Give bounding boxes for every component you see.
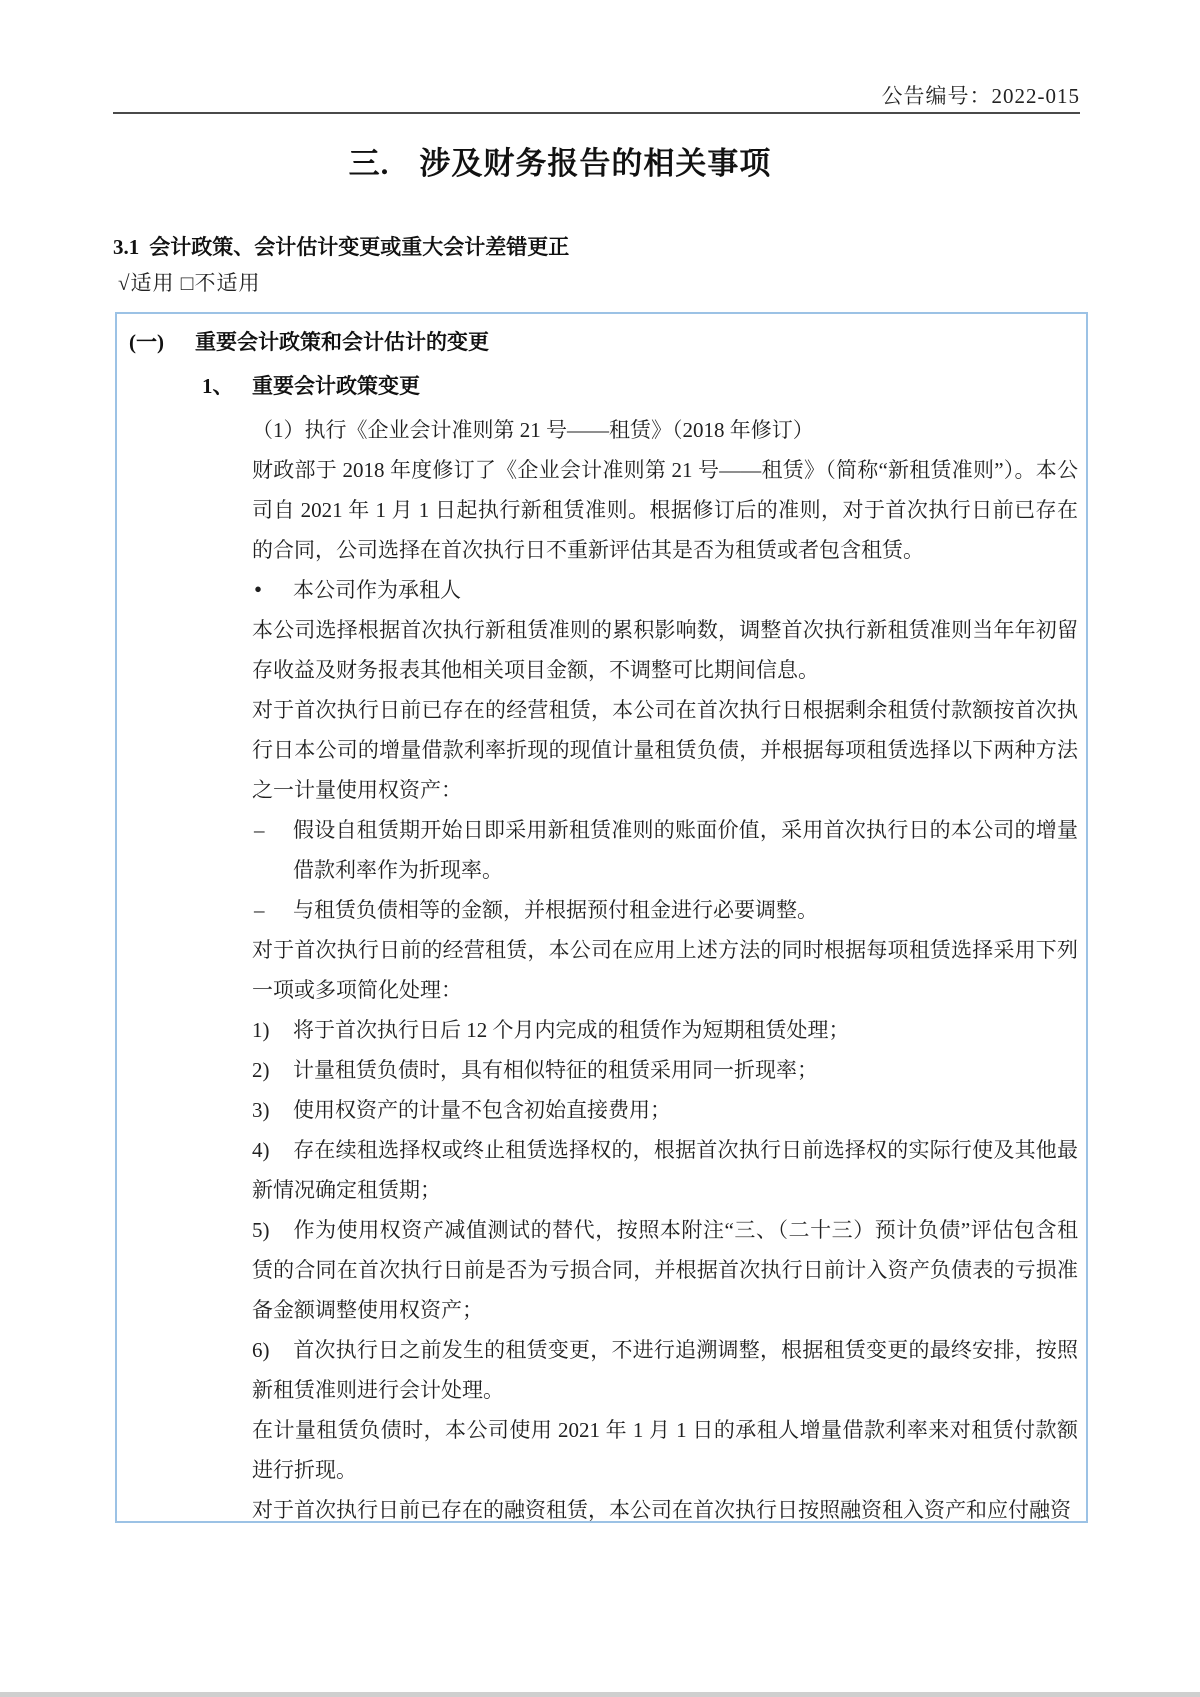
- item-marker: –: [254, 898, 265, 922]
- paragraph: 对于首次执行日前的经营租赁，本公司在应用上述方法的同时根据每项租赁选择采用下列一项或多项简化处理：: [252, 938, 1078, 1002]
- dash-item: [252, 890, 1078, 930]
- accounting-policy-box: [115, 312, 1088, 1523]
- item-text: 存在续租选择权或终止租赁选择权的，根据首次执行日前选择权的实际行使及其他最新情况确定租赁期；: [252, 1138, 1078, 1202]
- header-divider: [113, 112, 1080, 114]
- box-heading-2: [202, 366, 1086, 406]
- box-heading-1: [129, 322, 1086, 362]
- box-heading-2-text: 重要会计政策变更: [252, 374, 420, 398]
- item-text: 计量租赁负债时，具有相似特征的租赁采用同一折现率；: [293, 1058, 818, 1082]
- paragraph: 对于首次执行日前已存在的经营租赁，本公司在首次执行日根据剩余租赁付款额按首次执行日本公司的增量借款利率折现的现值计量租赁负债，并根据每项租赁选择以下两种方法之一计量使用权资产：: [252, 698, 1078, 802]
- page-title: [0, 138, 1120, 183]
- dash-item: [252, 810, 1078, 890]
- num-item: [252, 1050, 1078, 1090]
- item-marker: –: [254, 818, 265, 842]
- item-marker: 3): [252, 1098, 270, 1122]
- applicability-line: √适用 □不适用: [118, 271, 261, 295]
- paragraph: （1）执行《企业会计准则第 21 号——租赁》（2018 年修订）: [252, 418, 814, 442]
- item-text: 本公司作为承租人: [293, 578, 461, 602]
- num-item: [252, 1210, 1078, 1330]
- item-text: 与租赁负债相等的金额，并根据预付租金进行必要调整。: [293, 898, 818, 922]
- num-item: [252, 1330, 1078, 1410]
- box-heading-1-marker: (一): [129, 330, 164, 354]
- paragraph: 在计量租赁负债时，本公司使用 2021 年 1 月 1 日的承租人增量借款利率来对租赁付款额进行折现。: [252, 1418, 1078, 1482]
- section-3-1-label: 3.1: [113, 235, 140, 259]
- item-marker: •: [254, 577, 263, 602]
- paragraph: 对于首次执行日前已存在的融资租赁，本公司在首次执行日按照融资租入资产和应付融资: [252, 1498, 1071, 1522]
- item-text: 假设自租赁期开始日即采用新租赁准则的账面价值，采用首次执行日的本公司的增量借款利率作为折现率。: [293, 818, 1078, 882]
- num-item: [252, 1130, 1078, 1210]
- item-text: 首次执行日之前发生的租赁变更，不进行追溯调整，根据租赁变更的最终安排，按照新租赁准则进行会计处理。: [252, 1338, 1078, 1402]
- item-marker: 6): [252, 1338, 270, 1362]
- page-bottom-edge: [0, 1692, 1200, 1697]
- item-text: 将于首次执行日后 12 个月内完成的租赁作为短期租赁处理；: [293, 1018, 850, 1042]
- num-item: [252, 1010, 1078, 1050]
- section-3-1-title: 会计政策、会计估计变更或重大会计差错更正: [149, 235, 570, 259]
- item-marker: 5): [252, 1218, 270, 1242]
- bullet-item: [252, 570, 1078, 610]
- box-content: [252, 410, 1078, 1523]
- item-text: 作为使用权资产减值测试的替代，按照本附注“三、（二十三）预计负债”评估包含租赁的合同在首次执行日前是否为亏损合同，并根据首次执行日前计入资产负债表的亏损准备金额调整使用权资产；: [252, 1218, 1078, 1322]
- item-marker: 4): [252, 1138, 270, 1162]
- announcement-number: 公告编号：2022-015: [881, 84, 1080, 108]
- item-marker: 1): [252, 1018, 270, 1042]
- item-text: 使用权资产的计量不包含初始直接费用；: [293, 1098, 671, 1122]
- title-text: 涉及财务报告的相关事项: [419, 146, 772, 181]
- section-3-1-heading: [113, 231, 569, 261]
- paragraph: 本公司选择根据首次执行新租赁准则的累积影响数，调整首次执行新租赁准则当年年初留存收益及财务报表其他相关项目金额，不调整可比期间信息。: [252, 618, 1078, 682]
- title-number: 三.: [348, 146, 390, 181]
- paragraph: 财政部于 2018 年度修订了《企业会计准则第 21 号——租赁》（简称“新租赁准则”）。本公司自 2021 年 1 月 1 日起执行新租赁准则。根据修订后的准则，对于首次执行日前已存在的合同，公司选择在首次执行日不重新评估其是否为租赁或者包含租赁。: [252, 458, 1078, 562]
- box-heading-1-text: 重要会计政策和会计估计的变更: [195, 330, 489, 354]
- num-item: [252, 1090, 1078, 1130]
- item-marker: 2): [252, 1058, 270, 1082]
- box-heading-2-marker: 1、: [202, 374, 234, 398]
